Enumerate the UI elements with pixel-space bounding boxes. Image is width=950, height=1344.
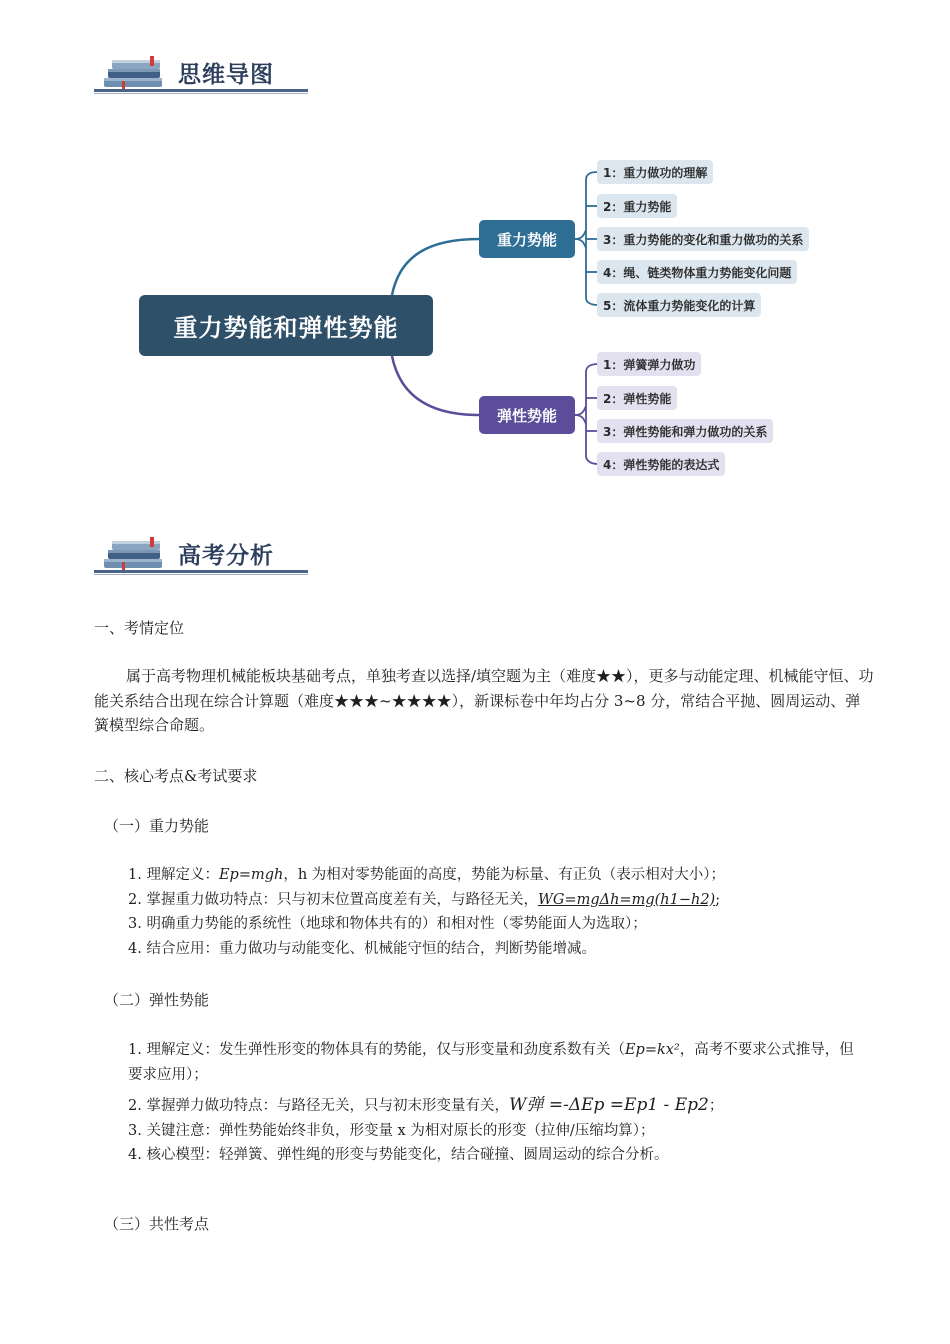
section-rule xyxy=(94,570,308,573)
mindmap-leaf: 2：弹性势能 xyxy=(597,386,677,410)
mindmap-leaf: 4：弹性势能的表达式 xyxy=(597,452,725,476)
mindmap-leaf: 1：重力做功的理解 xyxy=(597,160,713,184)
list-item: 4. 核心模型：轻弹簧、弹性绳的形变与势能变化，结合碰撞、圆周运动的综合分析。 xyxy=(128,1147,669,1163)
item-text: ; xyxy=(715,891,721,908)
gravity-points-list xyxy=(128,863,868,961)
mindmap-leaf: 3：弹性势能和弹力做功的关系 xyxy=(597,419,773,443)
paragraph-exam-position: 属于高考物理机械能板块基础考点，单独考查以选择/填空题为主（难度★★），更多与动能定理、机械能守恒、功能关系结合出现在综合计算题（难度★★★~★★★★），新课标卷中年均占分 3~8 分，常结合平抛、圆周运动、弹簧模型综合命题。 xyxy=(94,667,874,734)
mindmap-leaf: 5：流体重力势能变化的计算 xyxy=(597,293,761,317)
section-title: 思维导图 xyxy=(178,62,274,88)
item-text: 2. 掌握弹力做功特点：与路径无关，只与初末形变量有关， xyxy=(128,1098,509,1114)
section-rule xyxy=(94,89,308,92)
item-text: 1. 理解定义： xyxy=(128,867,219,883)
mindmap-leaf: 2：重力势能 xyxy=(597,194,677,218)
formula: WG=mgΔh=mg(h1−h2) xyxy=(537,891,716,908)
subheading-elastic: （二）弹性势能 xyxy=(104,991,210,1009)
list-item: 3. 明确重力势能的系统性（地球和物体共有的）和相对性（零势能面人为选取）； xyxy=(128,916,647,932)
list-item: 3. 关键注意：弹性势能始终非负，形变量 x 为相对原长的形变（拉伸/压缩均算）； xyxy=(128,1122,655,1139)
section-rule-thin xyxy=(94,574,308,575)
list-item xyxy=(128,1038,868,1087)
section-header-analysis xyxy=(94,533,308,573)
section-header-mindmap xyxy=(94,52,308,92)
list-item xyxy=(128,1093,868,1119)
item-text: 2. 掌握重力做功特点：只与初末位置高度差有关，与路径无关， xyxy=(128,891,538,908)
list-item xyxy=(128,863,868,888)
subheading-common: （三）共性考点 xyxy=(104,1215,210,1233)
item-text: 1. 理解定义：发生弹性形变的物体具有的势能，仅与形变量和劲度系数有关（ xyxy=(128,1042,625,1058)
list-item: 4. 结合应用：重力做功与动能变化、机械能守恒的结合，判断势能增减。 xyxy=(128,940,596,957)
list-item xyxy=(128,888,868,913)
mindmap-leaf: 3：重力势能的变化和重力做功的关系 xyxy=(597,227,809,251)
section-rule-thin xyxy=(94,93,308,94)
mind-map xyxy=(0,140,950,500)
mindmap-branch-gravity: 重力势能 xyxy=(479,220,575,258)
formula: Ep=kx² xyxy=(624,1042,680,1058)
heading-exam-position: 一、考情定位 xyxy=(94,619,185,637)
heading-core-points: 二、核心考点&考试要求 xyxy=(94,767,258,785)
mindmap-branch-elastic: 弹性势能 xyxy=(479,396,575,434)
mindmap-root-node: 重力势能和弹性势能 xyxy=(139,295,433,356)
formula: W弹 =-ΔEp =Ep1 - Ep2 xyxy=(508,1095,709,1115)
elastic-points-list xyxy=(128,1038,868,1168)
item-text: ，h 为相对零势能面的高度，势能为标量、有正负（表示相对大小）； xyxy=(283,867,726,883)
subheading-gravity: （一）重力势能 xyxy=(104,817,210,835)
section-title: 高考分析 xyxy=(178,543,274,569)
mindmap-leaf: 1：弹簧弹力做功 xyxy=(597,352,701,376)
formula: Ep=mgh xyxy=(218,867,284,883)
mindmap-leaf: 4：绳、链类物体重力势能变化问题 xyxy=(597,260,797,284)
item-text: ，高考不要求公式推导，但要求应用）； xyxy=(128,1042,854,1083)
item-text: ； xyxy=(708,1098,724,1114)
books-icon xyxy=(100,533,170,573)
books-icon xyxy=(100,52,170,92)
